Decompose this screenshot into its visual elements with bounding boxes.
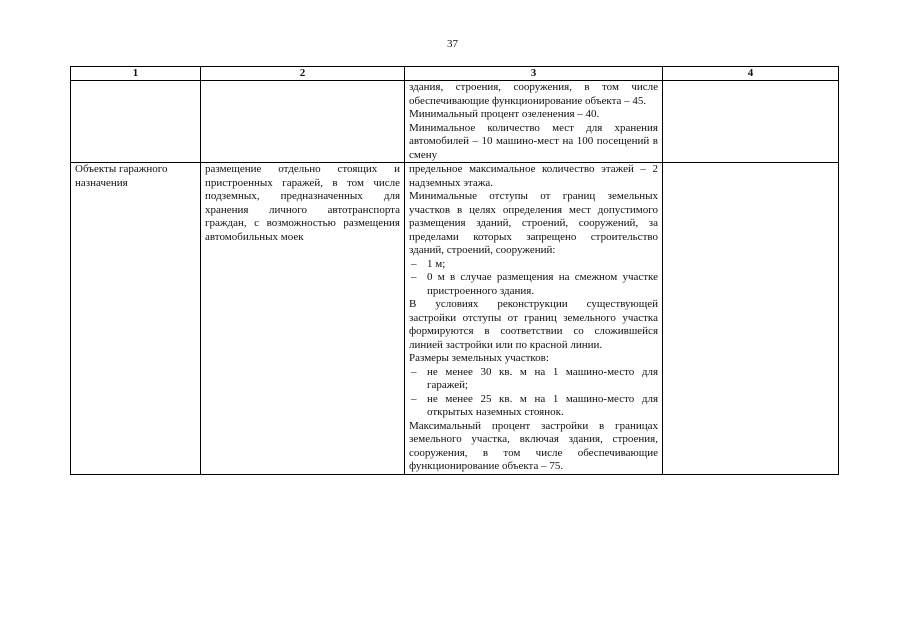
list-item: – 0 м в случае размещения на смежном участке пристроенного здания. bbox=[411, 271, 658, 297]
row1-col1-cell bbox=[71, 81, 201, 163]
paragraph: здания, строения, сооружения, в том числе обеспечивающие функционирование объекта – 45. bbox=[409, 81, 658, 107]
plot-size-list bbox=[409, 366, 658, 420]
paragraph: Размеры земельных участков: bbox=[409, 352, 549, 364]
parameters-cell bbox=[405, 163, 663, 475]
list-item: – не менее 30 кв. м на 1 машино-место для гаражей; bbox=[411, 365, 658, 391]
dash-marker: – bbox=[411, 271, 417, 283]
permitted-use-cell: размещение отдельно стоящих и пристроенных гаражей, в том числе подземных, предназначенных для хранения личного автотранспорта граждан, с возможностью размещения автомобильных моек bbox=[201, 163, 405, 475]
table-header-row bbox=[71, 67, 839, 81]
page-number: 37 bbox=[447, 38, 458, 50]
setback-list bbox=[409, 258, 658, 299]
header-col-4: 4 bbox=[663, 67, 839, 81]
dash-marker: – bbox=[411, 392, 417, 405]
row1-col3-cell bbox=[405, 81, 663, 163]
list-item: – не менее 25 кв. м на 1 машино-место для открытых наземных стоянок. bbox=[411, 392, 658, 418]
row1-col2-cell bbox=[201, 81, 405, 163]
paragraph: Минимальное количество мест для хранения автомобилей – 10 машино-мест на 100 посещений в смену bbox=[409, 121, 658, 161]
dash-marker: – bbox=[411, 365, 417, 378]
table-row bbox=[71, 81, 839, 163]
object-type-cell: Объекты гаражного назначения bbox=[71, 163, 201, 475]
list-item: – 1 м; bbox=[411, 257, 446, 270]
table-row bbox=[71, 163, 839, 475]
row2-col4-cell bbox=[663, 163, 839, 475]
header-col-2: 2 bbox=[201, 67, 405, 81]
paragraph: Минимальный процент озеленения – 40. bbox=[409, 108, 600, 120]
paragraph: В условиях реконструкции существующей застройки отступы от границ земельного участка формируются в соответствии со сложившейся линией застройки или по красной линии. bbox=[409, 298, 658, 351]
header-col-3: 3 bbox=[405, 67, 663, 81]
dash-marker: – bbox=[411, 257, 417, 270]
row1-col4-cell bbox=[663, 81, 839, 163]
regulations-table bbox=[70, 66, 839, 475]
paragraph: Минимальные отступы от границ земельных участков в целях определения мест допустимого размещения зданий, строений, сооружений, за пределами которых запрещено строительство зданий, строений, сооружений: bbox=[409, 190, 658, 256]
paragraph: Максимальный процент застройки в границах земельного участка, включая здания, строения, сооружения, в том числе обеспечивающие функционирование объекта – 75. bbox=[409, 419, 658, 472]
header-col-1: 1 bbox=[71, 67, 201, 81]
paragraph: предельное максимальное количество этажей – 2 надземных этажа. bbox=[409, 163, 658, 189]
